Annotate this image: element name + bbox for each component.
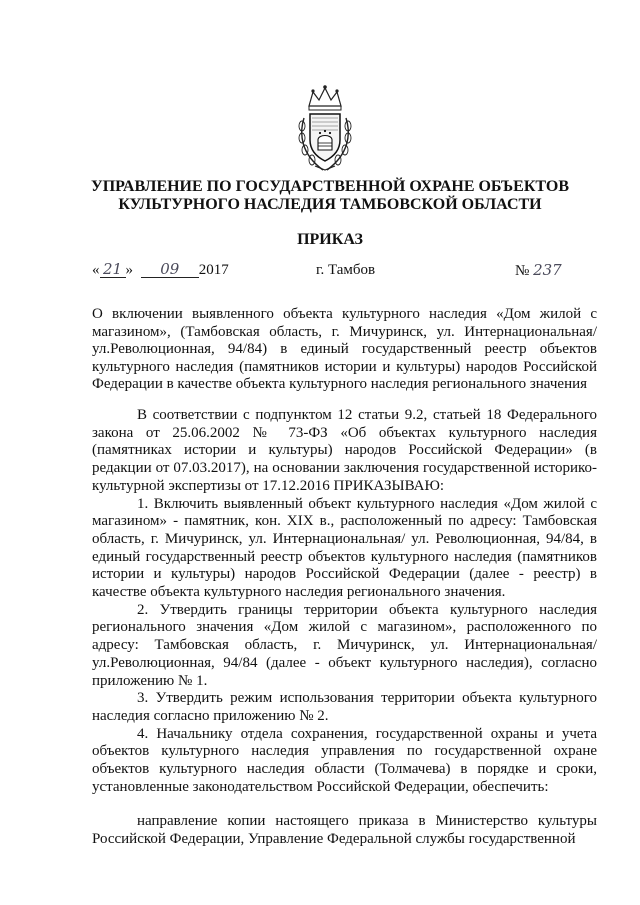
date-open-quote: « [92, 262, 100, 278]
clause-1-paragraph: 1. Включить выявленный объект культурного наследия «Дом жилой с магазином» - памятник, кон. XIX в., расположенный по адресу: Тамбовская область, г. Мичуринск, ул. Интернациональная/ ул. Революционная, 94/84, в единый государственный реестр объектов культурного наследия (памятников истории и культуры) народов Российской Федерации (далее - реестр) в качестве объекта культурного наследия регионального значения. [92, 495, 597, 601]
order-subject: О включении выявленного объекта культурного наследия «Дом жилой с магазином», (Тамбовская область, г. Мичуринск, ул. Интернациональная/ ул.Революционная, 94/84) в единый государственный реестр объектов культурного наследия (памятников истории и культуры) народов Российской Федерации в качестве объекта культурного наследия регионального значения [92, 306, 597, 392]
date-close-quote: » [125, 262, 133, 278]
order-city: г. Тамбов [316, 262, 376, 278]
order-date [92, 260, 229, 280]
preamble-paragraph: В соответствии с подпунктом 12 статьи 9.2, статьей 18 Федерального закона от 25.06.2002 № 73-ФЗ «Об объектах культурного наследия (памятниках истории и культуры) народов Российской Федерации» (в редакции от 07.03.2017), на основании заключения государственной историко-культурной экспертизы от 17.12.2016 ПРИКАЗЫВАЮ: [92, 407, 597, 494]
clause-3-paragraph: 3. Утвердить режим использования территории объекта культурного наследия согласно приложению № 2. [92, 690, 597, 724]
document-type-title: ПРИКАЗ [297, 231, 363, 248]
date-year: 2017 [198, 262, 229, 278]
date-day: 21 [100, 261, 126, 278]
agency-name-line2: КУЛЬТУРНОГО НАСЛЕДИЯ ТАМБОВСКОЙ ОБЛАСТИ [118, 196, 542, 213]
date-month: 09 [141, 261, 199, 278]
clause-2-paragraph: 2. Утвердить границы территории объекта культурного наследия регионального значения «Дом жилой с магазином», расположенного по адресу: Тамбовская область, г. Мичуринск, ул. Интернациональная/ ул.Революционная, 94/84 (далее - объект культурного наследия), согласно приложению № 1. [92, 601, 597, 689]
coat-of-arms-emblem [295, 84, 355, 174]
number-sign: № [515, 263, 530, 279]
order-body [92, 407, 597, 849]
clause-4-subitem-paragraph: направление копии настоящего приказа в Министерство культуры Российской Федерации, Управление Федеральной службы государственной [92, 813, 597, 848]
order-number [515, 260, 562, 281]
number-value: 237 [533, 261, 562, 279]
agency-name-line1: УПРАВЛЕНИЕ ПО ГОСУДАРСТВЕННОЙ ОХРАНЕ ОБЪЕКТОВ [90, 178, 569, 195]
clause-4-paragraph: 4. Начальнику отдела сохранения, государственной охраны и учета объектов культурного наследия управления по государственной охране объектов культурного наследия области (Толмачева) в порядке и сроки, установленные законодательством Российской Федерации, обеспечить: [92, 725, 597, 795]
